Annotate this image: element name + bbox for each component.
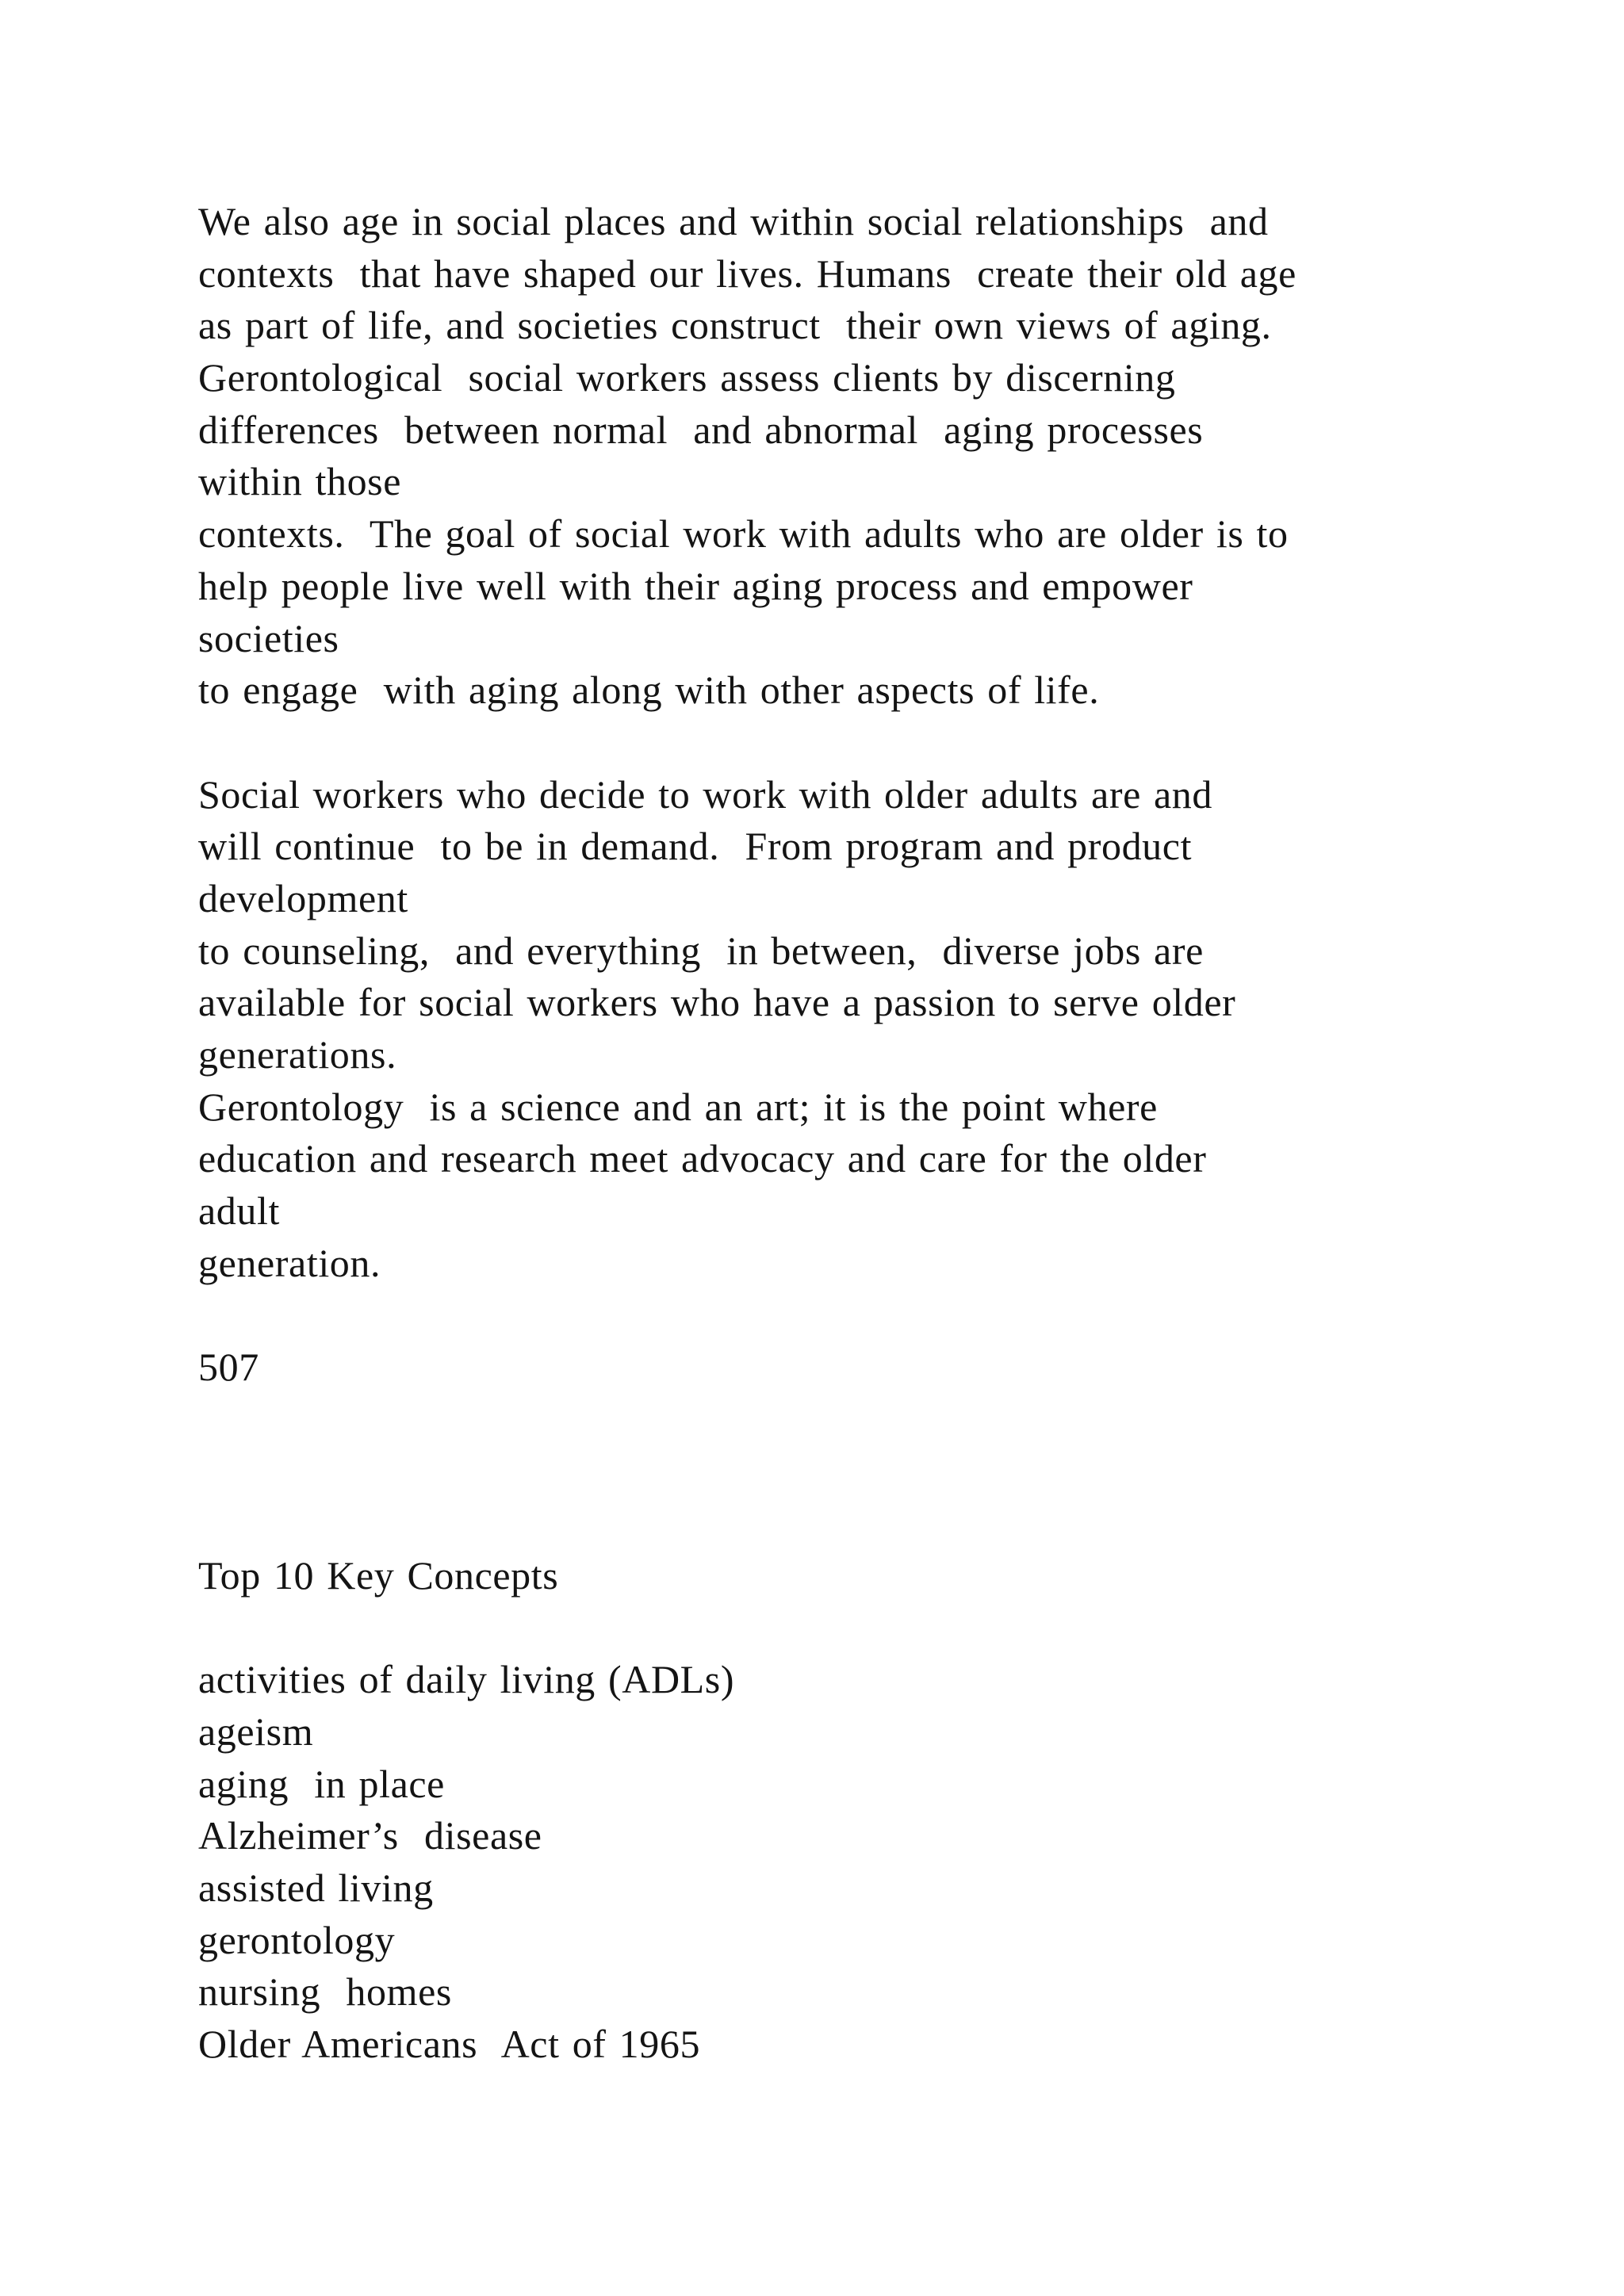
key-concepts-heading: Top 10 Key Concepts <box>198 1552 559 1598</box>
text-line: contexts. The goal of social work with adults who are older is to <box>198 511 1289 557</box>
list-item: assisted living <box>198 1865 434 1910</box>
text-line: will continue to be in demand. From program and product <box>198 824 1193 869</box>
paragraph-spacer <box>198 1289 1546 1341</box>
paragraph-spacer <box>198 717 1546 769</box>
text-line: Gerontological social workers assess clients by discerning <box>198 355 1176 400</box>
text-line: generations. <box>198 1032 397 1077</box>
text-line: Social workers who decide to work with older adults are and <box>198 771 1212 817</box>
list-item: Alzheimer’s disease <box>198 1813 542 1858</box>
text-line: generation. <box>198 1240 381 1285</box>
text-line: development <box>198 875 408 920</box>
list-item: activities of daily living (ADLs) <box>198 1657 735 1702</box>
list-item: aging in place <box>198 1761 445 1806</box>
text-line: to engage with aging along with other aspects of life. <box>198 668 1100 713</box>
section-spacer <box>198 1394 1546 1550</box>
text-line: Gerontology is a science and an art; it is the point where <box>198 1084 1158 1129</box>
text-line: adult <box>198 1188 280 1234</box>
list-item: gerontology <box>198 1917 396 1962</box>
text-line: contexts that have shaped our lives. Humans create their old age <box>198 251 1297 296</box>
text-line: available for social workers who have a passion to serve older <box>198 980 1236 1025</box>
text-line: as part of life, and societies construct their own views of aging. <box>198 303 1272 348</box>
list-item: ageism <box>198 1709 314 1754</box>
text-line: We also age in social places and within social relationships and <box>198 199 1269 243</box>
list-item: nursing homes <box>198 1969 452 2015</box>
text-line: societies <box>198 615 339 660</box>
text-line: education and research meet advocacy and care for the older <box>198 1136 1207 1181</box>
paragraph-aging-contexts <box>198 196 1546 717</box>
document-page <box>198 196 1546 2071</box>
text-line: help people live well with their aging process and empower <box>198 563 1193 608</box>
paragraph-careers-in-aging <box>198 769 1546 1290</box>
list-item: Older Americans Act of 1965 <box>198 2022 701 2066</box>
text-line: to counseling, and everything in between, diverse jobs are <box>198 928 1204 973</box>
text-line: within those <box>198 459 402 504</box>
paragraph-spacer <box>198 1602 1546 1655</box>
text-line: differences between normal and abnormal aging processes <box>198 407 1204 452</box>
key-concepts-list <box>198 1654 1546 2071</box>
page-number: 507 <box>198 1345 259 1390</box>
